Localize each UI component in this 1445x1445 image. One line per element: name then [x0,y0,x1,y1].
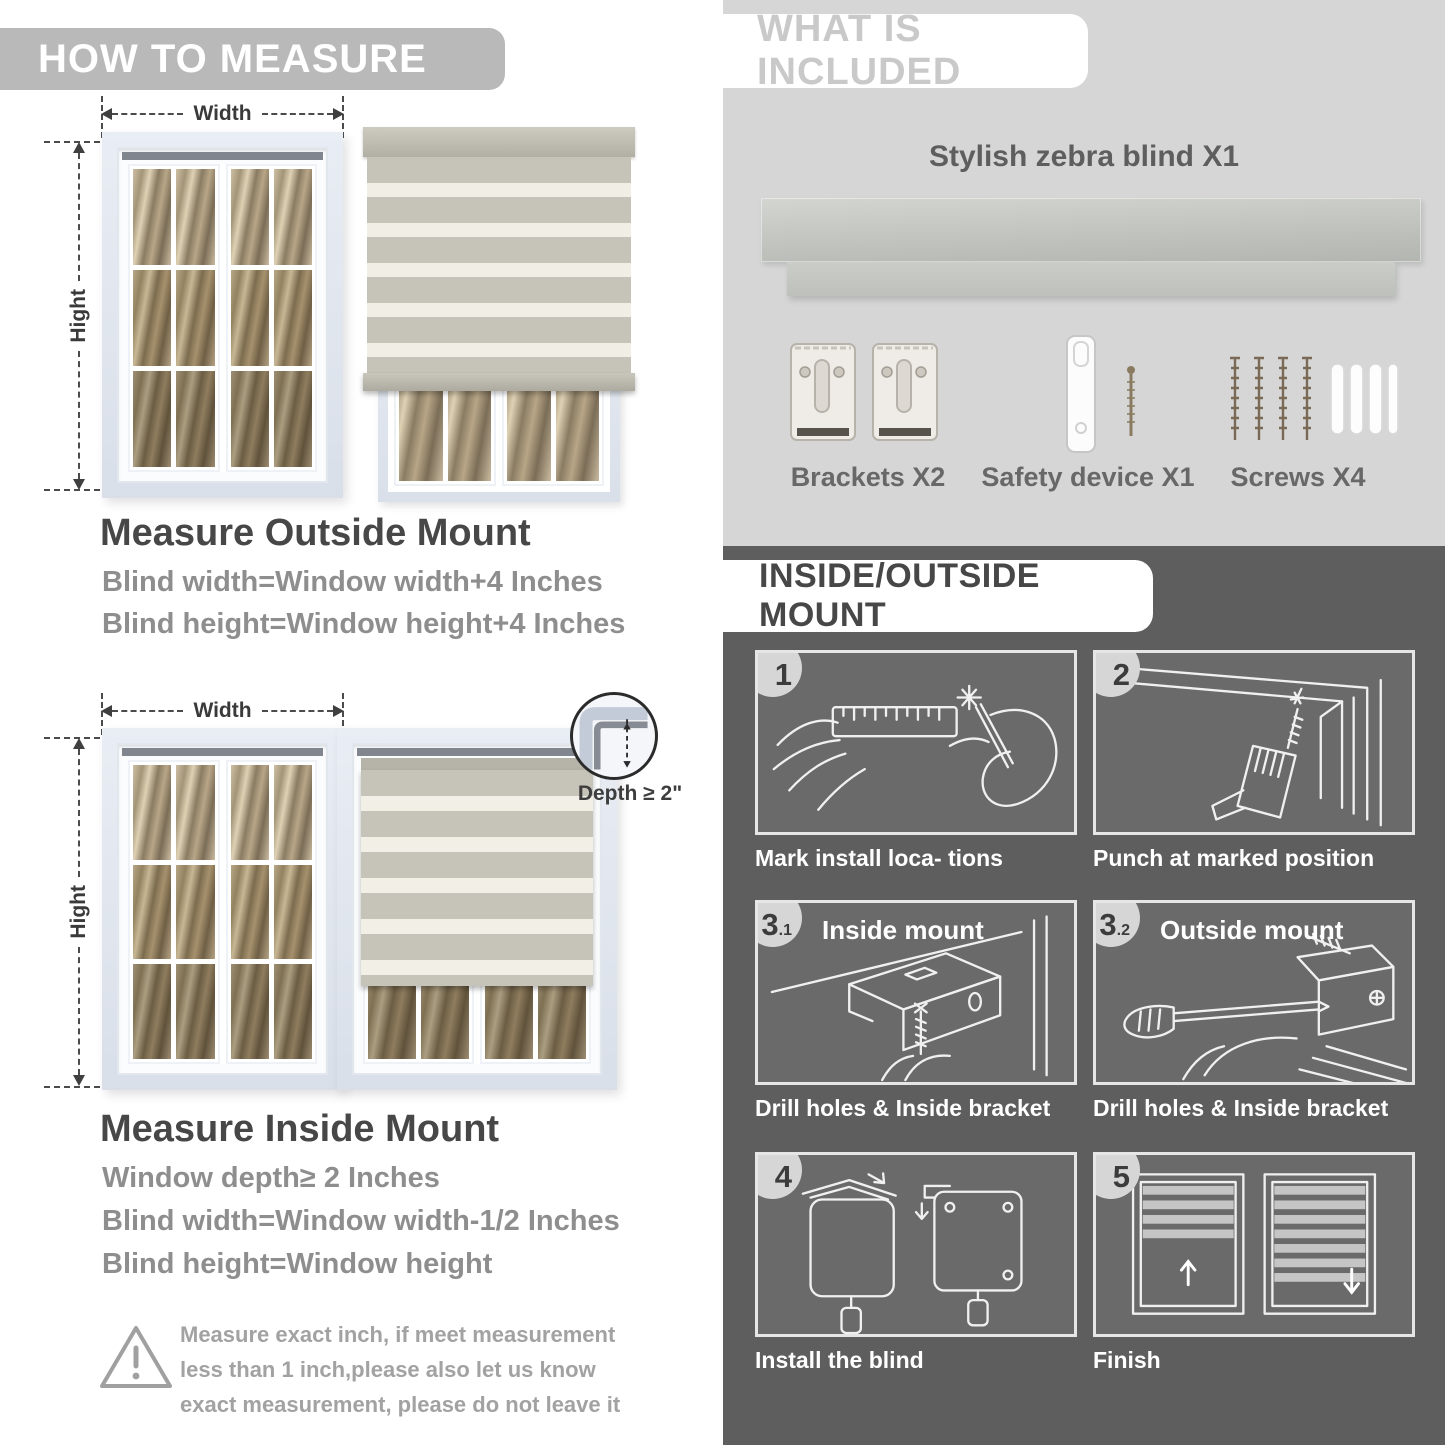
window-glass-pane [176,865,214,960]
depth-detail-circle [570,692,658,780]
outside-rule-width: Blind width=Window width+4 Inches [102,566,603,598]
window-glass-pane [133,765,171,860]
window-glass-pane [176,169,214,265]
height-arrow-outside [68,142,90,490]
step-panel-4 [755,1152,1077,1337]
what-is-included-banner [723,8,1088,93]
measure-warning-note: Measure exact inch, if meet measurement less than 1 inch,please also let us know exact measurement, please do not leave it [180,1322,621,1417]
window-glass-pane [231,865,269,960]
window-glass-pane [231,270,269,366]
window-glass-pane [133,865,171,960]
step-caption-3-1: Drill holes & Inside bracket [755,1095,1051,1121]
window-recess [357,748,597,756]
width-arrow-outside [101,103,344,125]
safety-device-label: Safety device X1 [981,462,1195,492]
blind-roll-image [787,262,1395,296]
window-glass-pane [231,169,269,265]
step-caption-2: Punch at marked position [1093,845,1375,871]
mount-instructions-section [723,546,1445,1445]
mount-title: INSIDE/OUTSIDE MOUNT [759,557,1040,634]
window-glass-pane [231,964,269,1059]
inside-mount-title: Measure Inside Mount [100,1108,500,1150]
arrow-left-icon [101,705,112,717]
outside-rule-height: Blind height=Window height+4 Inches [102,608,626,640]
brackets-label: Brackets X2 [790,462,946,492]
product-name: Stylish zebra blind X1 [928,140,1240,173]
step-inline-label: Inside mount [822,915,984,945]
outside-mount-title: Measure Outside Mount [100,512,531,554]
arrow-down-icon [73,479,85,490]
window-glass-pane [231,765,269,860]
what-is-included-title: WHAT IS INCLUDED [757,8,962,93]
window-glass-pane [274,371,312,467]
step-inline-label: Outside mount [1160,915,1344,945]
window-illustration-inside [102,728,343,1090]
arrow-up-icon [73,142,85,153]
arrow-down-icon [73,1075,85,1086]
window-glass-pane [274,765,312,860]
blind-stripes [367,157,631,373]
window-sash [226,760,318,1064]
window-sash [226,164,318,472]
step-number-badge: 1 [755,650,802,697]
what-is-included-section [723,0,1445,546]
window-panes [128,760,317,1064]
window-glass-pane [133,964,171,1059]
how-to-measure-banner [0,28,505,90]
step-panel-5 [1093,1152,1415,1337]
arrow-up-icon [73,738,85,749]
finish-illustration [1096,1155,1412,1334]
inside-rule-depth: Window depth≥ 2 Inches [102,1162,440,1194]
step-panel-3-1 [755,900,1077,1085]
zebra-blind-outside-illustration [363,127,635,502]
window-panes [128,164,317,472]
window-recess [122,748,323,756]
mount-banner [723,557,1153,634]
window-frame [117,147,328,483]
window-sash [128,164,220,472]
window-glass-pane [176,964,214,1059]
warning-icon [98,1322,174,1392]
height-tick-bottom [44,1086,110,1088]
blind-headrail [363,127,635,157]
window-recess [122,152,323,160]
arrow-right-icon [333,705,344,717]
install-blind-illustration [758,1155,1074,1334]
drill-illustration [1096,653,1412,832]
window-glass-pane [274,169,312,265]
window-frame [117,743,328,1075]
window-sash [128,760,220,1064]
step-number-badge: 2 [1093,650,1140,697]
window-illustration-outside [102,132,343,498]
arrow-right-icon [333,108,344,120]
window-glass-pane [231,371,269,467]
window-glass-pane [274,270,312,366]
how-to-measure-title: HOW TO MEASURE [38,36,427,81]
window-glass-pane [274,964,312,1059]
depth-note: Depth ≥ 2" [577,782,683,805]
arrow-left-icon [101,108,112,120]
inside-rule-height: Blind height=Window height [102,1248,493,1280]
mark-location-illustration [758,653,1074,832]
height-arrow-inside [68,738,90,1086]
blind-bottom-rail [363,373,635,391]
window-corner-detail-icon [573,695,655,777]
window-glass-pane [133,270,171,366]
step-number-badge: 3 .1 [755,900,802,947]
width-label: Width [193,102,252,125]
safety-device-icon [1053,332,1163,457]
width-label: Width [193,699,252,722]
width-arrow-inside [101,700,344,722]
blind-headrail-image [761,198,1421,262]
step-caption-3-2: Drill holes & Inside bracket [1093,1095,1389,1121]
step-panel-3-2 [1093,900,1415,1085]
height-label: Hight [67,885,90,939]
screws-label: Screws X4 [1230,462,1366,492]
window-glass-pane [176,270,214,366]
step-number-badge: 5 [1093,1152,1140,1199]
step-caption-4: Install the blind [755,1347,924,1373]
step-number-badge: 3 .2 [1093,900,1140,947]
window-glass-pane [176,371,214,467]
height-label: Hight [67,289,90,343]
step-number-badge: 4 [755,1152,802,1199]
brackets-icon [789,340,939,448]
window-glass-pane [133,371,171,467]
screws-icon [1219,352,1399,452]
window-glass-pane [274,865,312,960]
window-glass-pane [133,169,171,265]
step-caption-5: Finish [1093,1347,1161,1373]
window-glass-pane [176,765,214,860]
step-panel-2 [1093,650,1415,835]
blind-headrail [361,758,593,770]
inside-rule-width: Blind width=Window width-1/2 Inches [102,1205,620,1237]
step-panel-1 [755,650,1077,835]
step-caption-1: Mark install loca- tions [755,845,1003,871]
